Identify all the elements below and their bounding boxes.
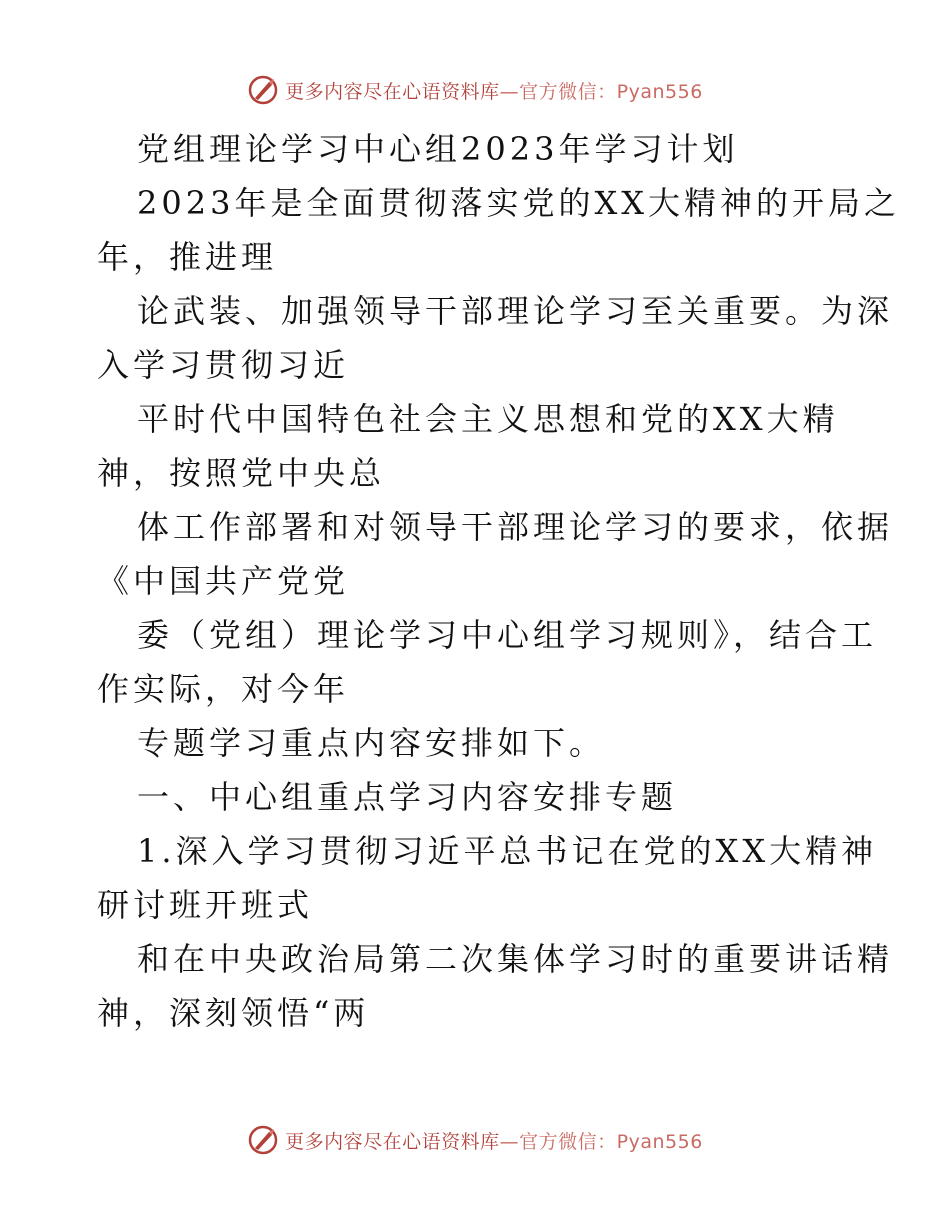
document-line: 和在中央政治局第二次集体学习时的重要讲话精 [137,940,894,978]
document-line: 《中国共产党党 [97,562,350,600]
footer-watermark [0,1120,950,1160]
watermark-text [285,1127,703,1154]
quill-logo-icon [247,74,279,106]
watermark-text [285,77,703,104]
watermark-site-text: 更多内容尽在心语资料库 [285,80,500,103]
document-line: 入学习贯彻习近 [97,346,350,384]
document-line: 党组理论学习中心组2023年学习计划 [137,130,739,168]
document-line: 一、中心组重点学习内容安排专题 [137,778,678,816]
header-watermark [0,70,950,110]
watermark-site-text: 更多内容尽在心语资料库 [285,1130,500,1153]
document-line: 论武装、加强领导干部理论学习至关重要。为深 [137,292,894,330]
watermark-contact-text: —官方微信：Pyan556 [499,80,703,103]
document-line: 研讨班开班式 [97,886,314,924]
document-line: 年，推进理 [97,238,278,276]
watermark-group [247,1124,703,1156]
document-line: 委（党组）理论学习中心组学习规则》，结合工 [137,616,878,654]
document-line: 专题学习重点内容安排如下。 [137,724,606,762]
document-line: 2023年是全面贯彻落实党的XX大精神的开局之 [137,184,901,222]
document-line: 神，按照党中央总 [97,454,386,492]
document-line: 作实际，对今年 [97,670,350,708]
watermark-group [247,74,703,106]
document-line: 神，深刻领悟“两 [97,994,370,1032]
document-line: 体工作部署和对领导干部理论学习的要求，依据 [137,508,894,546]
watermark-contact-text: —官方微信：Pyan556 [499,1130,703,1153]
document-line: 平时代中国特色社会主义思想和党的XX大精 [137,400,839,438]
quill-logo-icon [247,1124,279,1156]
document-body [97,122,901,1040]
document-line: 1.深入学习贯彻习近平总书记在党的XX大精神 [137,832,878,870]
